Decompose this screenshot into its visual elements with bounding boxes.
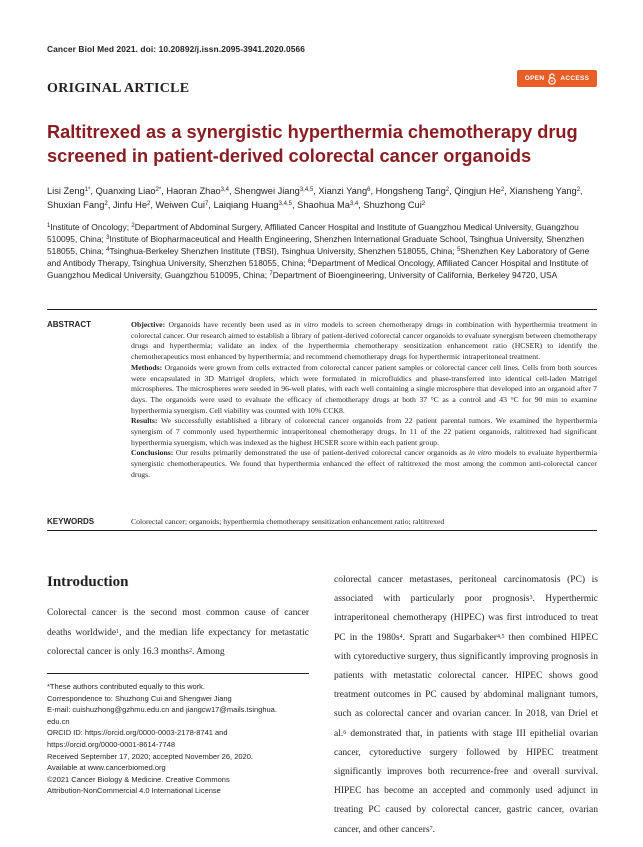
- affiliations: [47, 221, 600, 281]
- abstract-objective: [131, 320, 597, 363]
- author-name: Hongsheng Tang: [375, 186, 446, 196]
- intro-column-1: [47, 604, 309, 663]
- footnote-line: ©2021 Cancer Biology & Medicine. Creative Commons: [47, 774, 230, 784]
- open-access-left-text: OPEN: [524, 75, 545, 82]
- article-title: [47, 120, 607, 168]
- affiliation-text: Department of Medical Oncology, Affiliated Cancer Hospital and Institute of Guangzhou Medical University, Guangzhou 510095, China;: [47, 258, 589, 280]
- author-name: Shaohua Ma: [297, 200, 350, 210]
- intro-text: colorectal cancer metastases, peritoneal carcinomatosis (PC) is associated with particularly poor prognosis: [334, 575, 598, 605]
- author: [113, 200, 150, 210]
- keywords-label: KEYWORDS: [47, 517, 95, 526]
- intro-text: .: [432, 824, 435, 835]
- abstract-label: ABSTRACT: [47, 320, 91, 329]
- author-name: Quanxing Liao: [95, 186, 156, 196]
- abstract-conclusions: [131, 448, 597, 480]
- results-text: We successfully established a library of colorectal cancer organoids from 22 patient parental tumors. We examined the hyperthermia synergism of 7 commonly used hyperthermic intraperitoneal chemotherapy drugs. In 11 of the 22 patient organoids, raltitrexed had significant hyperthermia synergism, which was indexed as the highest HCSER score within each patient group.: [131, 416, 597, 447]
- open-access-right-text: ACCESS: [560, 75, 590, 82]
- author-affiliation-ref: 1*: [84, 187, 91, 193]
- author-name: Laiqiang Huang: [213, 200, 279, 210]
- author-affiliation-ref: 2: [147, 201, 151, 207]
- objective-label: Objective:: [131, 320, 166, 329]
- intro-text: demonstrated that, in patients with stage III epithelial ovarian cancer, cytoreductive surgery followed by HIPEC treatment significantly improves both recurrence-free and overall survival. HIPEC has become an accepted and commonly used adjunct in treating PC caused by colorectal cancer, gastric cancer, ovarian cancer, and other cancers: [334, 728, 598, 835]
- citation-ref[interactable]: 4: [399, 633, 403, 640]
- affiliation-number: 6: [308, 259, 312, 265]
- footnote-line: *These authors contributed equally to this work.: [47, 682, 206, 691]
- intro-text: then combined HIPEC with cytoreductive surgery, thus significantly improving prognosis in patients with metastatic colorectal cancer. HIPEC shows good treatment outcomes in PC caused by abdominal malignant tumors, such as colorectal cancer and ovarian cancer. In 2018, van Driel et al.: [334, 632, 599, 739]
- abstract-bottom-rule: [47, 530, 597, 531]
- author-affiliation-ref: 2: [576, 187, 581, 193]
- author-name: Shuzhong Cui: [363, 200, 422, 210]
- author-name: Xianzi Yang: [318, 186, 368, 196]
- footnote-line: ORCID ID: https://orcid.org/0000-0003-2178-8741 and: [47, 728, 228, 738]
- author-affiliation-ref: 3,4: [349, 201, 359, 207]
- author-affiliation-ref: 3,4,5: [278, 201, 292, 207]
- author-affiliation-ref: 2: [445, 187, 450, 193]
- methods-label: Methods:: [131, 362, 163, 372]
- footnote-line: Attribution-NonCommercial 4.0 International License: [47, 786, 221, 796]
- author-affiliation-ref: 6: [367, 187, 371, 193]
- affiliation-number: 2: [131, 223, 135, 229]
- abstract-methods: [131, 363, 597, 417]
- intro-text: . Among: [191, 647, 225, 657]
- author: [454, 186, 504, 196]
- affiliation-number: 5: [456, 247, 461, 253]
- conclusions-label: Conclusions:: [131, 448, 174, 458]
- citation-ref[interactable]: 6: [343, 729, 347, 736]
- objective-text-b: models to screen chemotherapy drugs in combination with hyperthermia treatment in colorectal cancer. Our research aimed to establish a library of patient-derived colorectal cancer organoids to evaluate synergism between chemotherapy drugs and hyperthermia; validate an index of the hyperthermia chemotherapy sensitization enhancement ratio (HCSER) to identify the chemotherapeutics most enhanced by hyperthermia; and recommend chemotherapy drugs for hyperthermic intraperitoneal treatment.: [131, 320, 597, 362]
- affiliation-text: Department of Abdominal Surgery, Affiliated Cancer Hospital and Institute of Guangzhou Medical University, Guangzhou 510095, China;: [47, 222, 579, 244]
- conclusions-em: in vitro: [468, 448, 492, 458]
- affiliation-text: Tsinghua-Berkeley Shenzhen Institute (TBSI), Tsinghua University, Shenzhen 518055, China;: [109, 246, 457, 256]
- author: [363, 200, 425, 210]
- intro-text: . Spratt and Sugarbaker: [402, 632, 497, 643]
- title-line-2: screened in patient-derived colorectal cancer organoids: [47, 146, 532, 166]
- footnote-rule: [47, 673, 309, 674]
- title-line-1: Raltitrexed as a synergistic hyperthermia chemotherapy drug: [47, 122, 578, 142]
- affiliation-number: 3: [106, 235, 110, 241]
- author-name: Haoran Zhao: [166, 186, 221, 196]
- objective-em: in vitro: [294, 320, 319, 329]
- footnote-line: Correspondence to: Shuzhong Cui and Shengwei Jiang: [47, 693, 232, 703]
- abstract-body: [131, 320, 597, 481]
- conclusions-text-a: Our results primarily demonstrated the use of patient-derived colorectal cancer organoids as: [173, 448, 469, 458]
- footnotes: [47, 681, 309, 797]
- author-name: Xiansheng Yang: [509, 186, 577, 196]
- author-name: Shengwei Jiang: [234, 186, 300, 196]
- objective-text-a: Organoids have recently been used as: [165, 320, 295, 329]
- abstract-top-rule: [47, 309, 597, 310]
- affiliation-text: Shenzhen Key Laboratory of Gene and Antibody Therapy, Tsinghua University, Shenzhen 518055, China;: [47, 246, 590, 268]
- open-access-badge[interactable]: [517, 70, 597, 87]
- footnote-line: https://orcid.org/0000-0001-8614-7748: [47, 739, 176, 749]
- intro-paragraph-1: [47, 604, 309, 663]
- author-name: Shuxian Fang: [47, 200, 105, 210]
- intro-text: , and the median life expectancy for metastatic colorectal cancer is only 16.3 months: [47, 627, 309, 657]
- footnote-line: Available at www.cancerbiomed.org: [47, 763, 166, 773]
- footnote-line: E-mail: cuishuzhong@gzhmu.edu.cn and jiangcw17@mails.tsinghua.: [47, 705, 277, 715]
- open-lock-icon: [547, 73, 557, 85]
- intro-paragraph-2: [334, 571, 598, 840]
- author-name: Weiwen Cui: [155, 200, 205, 210]
- citation-ref[interactable]: 2: [188, 648, 192, 654]
- author-name: Jinfu He: [112, 200, 147, 210]
- affiliation-text: Institute of Oncology;: [50, 222, 132, 232]
- author-affiliation-ref: 2: [421, 201, 426, 207]
- author: [297, 200, 358, 210]
- citation-ref[interactable]: 4,5: [496, 633, 505, 640]
- methods-text: Organoids were grown from cells extracted from colorectal cancer patient samples or colorectal cancer cell lines. Cells from both sources were encapsulated in 3D Matrigel droplets, which were formulated in microfluidics and phase-transferred into identical cell-laden Matrigel microspheres. The microspheres were seeded in 96-well plates, with each well containing a single microsphere that developed into an organoid after 7 days. The organoids were used to evaluate the efficacy of chemotherapy drugs at both 37 °C as a control and 43 °C for 90 min to examine hyperthermia synergism. Cell viability was counted with 10% CCK8.: [131, 362, 597, 415]
- author-list: Lisi Zeng$^{1*}$, Quanxing Liao$^{2*}$, Haoran Zhao$^{3,4}$, Shengwei Jiang$^{3,4,5}$, Xianzi Yang$^6$, Hongsheng Tang$^2$, Qingjun He$^2$, Xiansheng Yang$^2$, Shuxian Fang$^2$, Jinfu He$^2$, Weiwen Cui$^7$, Laiqiang Huang$^{3,4,5}$, Shaohua Ma$^{3,4}$, Shuzhong Cui$^2$: [47, 186, 583, 210]
- author: [47, 200, 108, 210]
- author: [47, 186, 90, 196]
- affiliation-text: Department of Bioengineering, University of California, Berkeley 94720, USA: [272, 270, 558, 280]
- author: [509, 186, 580, 196]
- keywords-body: Colorectal cancer; organoids; hyperthermia chemotherapy sensitization enhancement ratio; raltitrexed: [131, 517, 445, 526]
- author-affiliation-ref: 7: [204, 201, 209, 207]
- intro-text: . Hyperthermic intraperitoneal chemotherapy (HIPEC) was first introduced to treat PC in the 1980s: [334, 594, 598, 643]
- introduction-heading: Introduction: [47, 574, 129, 590]
- author-affiliation-ref: 3,4,5: [299, 187, 314, 193]
- author: [213, 200, 292, 210]
- citation-ref[interactable]: 7: [429, 825, 433, 832]
- affiliation-number: 4: [106, 247, 110, 253]
- author-affiliation-ref: 2: [104, 201, 108, 207]
- affiliation-number: 7: [269, 271, 273, 277]
- footnote-line: Received September 17, 2020; accepted November 26, 2020.: [47, 751, 253, 761]
- author-affiliation-ref: 2: [500, 187, 505, 193]
- author: [376, 186, 449, 196]
- intro-column-2: [334, 571, 598, 840]
- author-affiliation-ref: 2*: [155, 187, 162, 193]
- affiliation-number: 1: [47, 223, 51, 229]
- affiliation-text: Institute of Biopharmaceutical and Health Engineering, Shenzhen International Graduate School, Tsinghua University, Shenzhen 518055, China;: [47, 234, 585, 256]
- section-label: ORIGINAL ARTICLE: [47, 81, 190, 96]
- author-affiliation-ref: 3,4: [220, 187, 229, 193]
- author: [234, 186, 313, 196]
- results-label: Results:: [131, 416, 158, 426]
- citation-ref[interactable]: 1: [116, 628, 120, 635]
- author: [96, 186, 162, 196]
- author-name: Qingjun He: [454, 186, 501, 196]
- conclusions-text-b: models to evaluate hyperthermia synergistic chemotherapeutics. We found that hyperthermia enhanced the effect of raltitrexed the most among the common anti-colorectal cancer drugs.: [131, 448, 598, 479]
- footnote-line: edu.cn: [47, 716, 70, 726]
- author-name: Lisi Zeng: [47, 186, 85, 196]
- journal-citation: Cancer Biol Med 2021. doi: 10.20892/j.issn.2095-3941.2020.0566: [47, 44, 306, 54]
- intro-text: Colorectal cancer is the second most common cause of cancer deaths worldwide: [47, 608, 309, 638]
- author: [318, 186, 370, 196]
- author: [166, 186, 229, 196]
- citation-ref[interactable]: 3: [529, 595, 533, 602]
- author: [156, 200, 209, 210]
- abstract-results: [131, 416, 597, 448]
